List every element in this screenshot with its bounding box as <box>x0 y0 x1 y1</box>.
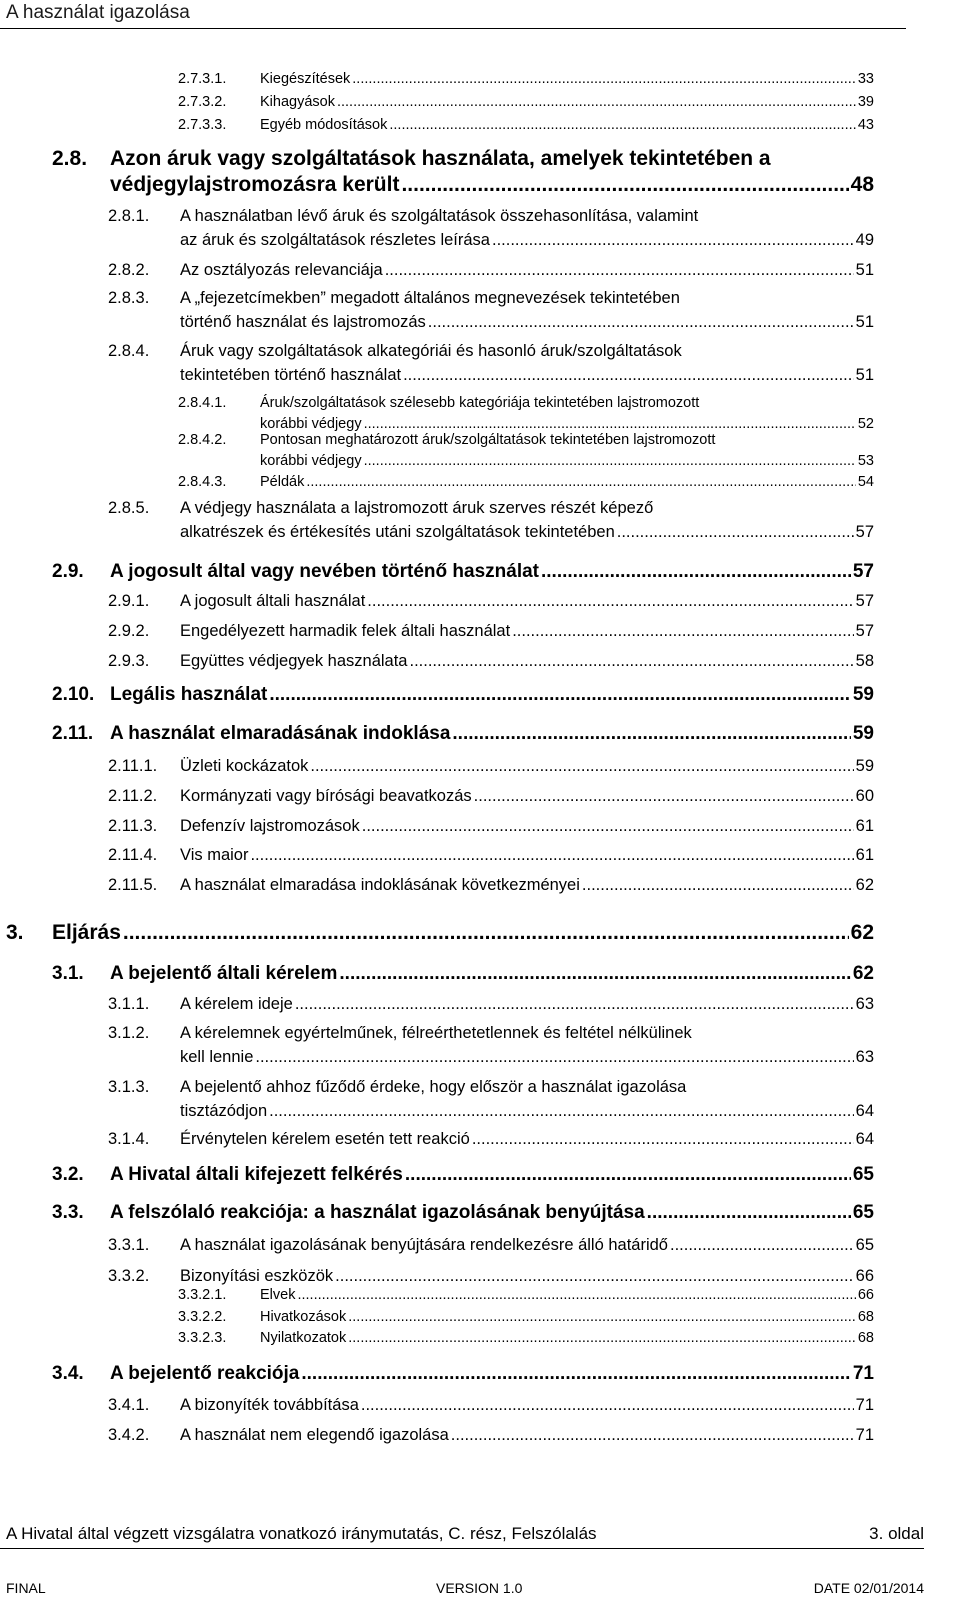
toc-entry-number: 2.8.4.3. <box>178 474 227 490</box>
toc-entry-number: 2.8.4. <box>108 342 150 360</box>
toc-entry-title: A bejelentő ahhoz fűződő érdeke, hogy először a használat igazolása <box>180 1078 687 1096</box>
dot-leader <box>405 1163 851 1187</box>
toc-entry-title: A „fejezetcímekben” megadott általános megnevezések tekintetében <box>180 289 680 307</box>
toc-entry-page: 65 <box>855 1236 874 1254</box>
toc-entry-number: 3.1.2. <box>108 1024 150 1042</box>
toc-entry-title: Bizonyítási eszközök <box>180 1267 334 1285</box>
toc-entry-title: Engedélyezett harmadik felek általi használat <box>180 622 511 640</box>
toc-entry-title: A bejelentő általi kérelem <box>110 963 338 984</box>
toc-entry-page: 51 <box>855 365 874 384</box>
toc-entry-title-continued: történő használat és lajstromozás <box>180 312 426 331</box>
dot-leader <box>255 1046 853 1070</box>
toc-entry-number: 3.1.4. <box>108 1130 150 1148</box>
toc-entry-title: Áruk/szolgáltatások szélesebb kategóriája tekintetében lajstromozott <box>260 395 700 411</box>
toc-entry-page: 63 <box>855 995 874 1013</box>
footer-status: FINAL <box>6 1580 46 1596</box>
toc-entry-page: 33 <box>857 71 874 87</box>
toc-entry-number: 2.8. <box>52 147 88 170</box>
toc-entry-title-continued: az áruk és szolgáltatások részletes leírása <box>180 230 490 249</box>
toc-entry-page: 57 <box>855 622 874 640</box>
toc-entry-number: 3.4. <box>52 1363 84 1384</box>
toc-entry-number: 2.11.5. <box>108 876 158 894</box>
dot-leader <box>250 844 853 868</box>
toc-entry-page: 51 <box>855 312 874 331</box>
toc-entry-title: A használat elmaradásának indoklása <box>110 723 451 744</box>
toc-entry-page: 71 <box>855 1426 874 1444</box>
footer-page-number: 3. oldal <box>869 1524 924 1543</box>
dot-leader <box>389 115 856 136</box>
footer-version: VERSION 1.0 <box>436 1580 523 1596</box>
toc-entry-number: 2.11.4. <box>108 846 158 864</box>
toc-entry-title: Azon áruk vagy szolgáltatások használata, amelyek tekintetében a <box>110 147 771 170</box>
dot-leader <box>617 521 854 545</box>
toc-entry-number: 3.3.2. <box>108 1267 150 1285</box>
toc-entry-page: 61 <box>855 846 874 864</box>
toc-entry-number: 3.4.1. <box>108 1396 150 1414</box>
dot-leader <box>362 815 854 839</box>
dot-leader <box>306 472 856 493</box>
toc-entry-title: Nyilatkozatok <box>260 1330 347 1346</box>
toc-entry-title: Érvénytelen kérelem esetén tett reakció <box>180 1130 470 1148</box>
toc-entry-title: A jogosult által vagy nevében történő használat <box>110 561 539 582</box>
toc-entry-number: 2.9. <box>52 561 84 582</box>
toc-entry-number: 2.8.1. <box>108 207 150 225</box>
toc-entry-page: 60 <box>855 787 874 805</box>
toc-entry-title-continued: alkatrészek és értékesítés utáni szolgáltatások tekintetében <box>180 522 615 541</box>
toc-entry-title: A bejelentő reakciója <box>110 1363 300 1384</box>
toc-entry-number: 2.10. <box>52 684 95 705</box>
dot-leader <box>352 69 856 90</box>
toc-entry-title-continued: tekintetében történő használat <box>180 365 402 384</box>
toc-entry-page: 62 <box>855 876 874 894</box>
toc-entry-title: Együttes védjegyek használata <box>180 652 408 670</box>
toc-entry-page: 71 <box>855 1396 874 1414</box>
dot-leader <box>339 962 850 986</box>
dot-leader <box>472 1128 854 1152</box>
toc-entry-number: 2.8.4.2. <box>178 432 227 448</box>
dot-leader <box>297 1285 855 1306</box>
toc-entry-number: 2.9.3. <box>108 652 150 670</box>
toc-entry-number: 2.11. <box>52 723 94 744</box>
dot-leader <box>361 1394 854 1418</box>
toc-entry-title-continued: korábbi védjegy <box>260 415 362 432</box>
dot-leader <box>269 1100 854 1124</box>
dot-leader <box>512 620 853 644</box>
toc-entry-page: 39 <box>857 94 874 110</box>
toc-entry-page: 52 <box>857 415 874 432</box>
toc-entry-title: Elvek <box>260 1287 296 1303</box>
toc-entry-page: 64 <box>855 1130 874 1148</box>
toc-entry-page: 65 <box>852 1202 874 1223</box>
toc-entry-number: 3. <box>6 921 24 944</box>
dot-leader <box>401 172 848 198</box>
toc-entry-title: Pontosan meghatározott áruk/szolgáltatások tekintetében lajstromozott <box>260 432 716 448</box>
toc-entry-page: 57 <box>852 561 874 582</box>
toc-entry-page: 54 <box>857 474 874 490</box>
toc-entry-number: 3.2. <box>52 1164 84 1185</box>
toc-entry-number: 2.7.3.2. <box>178 94 227 110</box>
toc-entry-page: 61 <box>855 817 874 835</box>
toc-entry-number: 2.9.2. <box>108 622 150 640</box>
toc-entry-title: Defenzív lajstromozások <box>180 817 360 835</box>
toc-entry-page: 59 <box>852 723 874 744</box>
dot-leader <box>452 722 850 746</box>
toc-entry-page: 51 <box>855 261 874 279</box>
toc-entry-page: 66 <box>855 1267 874 1285</box>
toc-entry-page: 59 <box>852 684 874 705</box>
toc-entry-number: 3.3.2.1. <box>178 1287 227 1303</box>
toc-entry-title: A kérelem ideje <box>180 995 293 1013</box>
toc-entry-number: 2.8.2. <box>108 261 150 279</box>
dot-leader <box>582 874 854 898</box>
toc-entry-page: 63 <box>855 1047 874 1066</box>
toc-entry-number: 3.1.3. <box>108 1078 150 1096</box>
toc-entry-page: 57 <box>855 592 874 610</box>
toc-entry-title: Hivatkozások <box>260 1309 347 1325</box>
toc-entry-page: 57 <box>855 522 874 541</box>
toc-entry-number: 2.11.3. <box>108 817 158 835</box>
toc-entry-page: 59 <box>855 757 874 775</box>
toc-entry-page: 53 <box>857 452 874 469</box>
toc-entry-title: Egyéb módosítások <box>260 117 388 133</box>
toc-entry-title-continued: korábbi védjegy <box>260 452 362 469</box>
dot-leader <box>301 1362 850 1386</box>
toc-entry-number: 2.8.5. <box>108 499 150 517</box>
footer-divider <box>0 1548 924 1549</box>
dot-leader <box>295 993 854 1017</box>
toc-entry-page: 48 <box>850 173 874 196</box>
toc-entry-number: 2.11.1. <box>108 757 158 775</box>
toc-entry-page: 68 <box>857 1330 874 1346</box>
toc-entry-title: A használat igazolásának benyújtására rendelkezésre álló határidő <box>180 1236 668 1254</box>
dot-leader <box>385 259 854 283</box>
dot-leader <box>348 1328 856 1349</box>
toc-entry-number: 3.4.2. <box>108 1426 150 1444</box>
toc-entry-number: 2.11.2. <box>108 787 158 805</box>
toc-entry-title: Kormányzati vagy bírósági beavatkozás <box>180 787 472 805</box>
toc-entry-number: 2.8.3. <box>108 289 150 307</box>
dot-leader <box>474 785 854 809</box>
toc-entry-page: 43 <box>857 117 874 133</box>
toc-entry-number: 3.1. <box>52 963 84 984</box>
dot-leader <box>403 364 854 388</box>
dot-leader <box>492 229 854 253</box>
toc-entry-title: Az osztályozás relevanciája <box>180 261 383 279</box>
toc-entry-title: A használatban lévő áruk és szolgáltatások összehasonlítása, valamint <box>180 207 699 225</box>
toc-entry-title: A használat elmaradása indoklásának következményei <box>180 876 580 894</box>
dot-leader <box>364 451 856 472</box>
dot-leader <box>367 590 853 614</box>
toc-entry-title-continued: tisztázódjon <box>180 1101 268 1120</box>
toc-entry-title: A felszólaló reakciója: a használat igazolásának benyújtása <box>110 1202 645 1223</box>
dot-leader <box>123 920 849 946</box>
toc-entry-number: 3.3.2.2. <box>178 1309 227 1325</box>
toc-entry-title: Vis maior <box>180 846 249 864</box>
toc-entry-page: 62 <box>852 963 874 984</box>
toc-entry-page: 66 <box>857 1287 874 1303</box>
toc-entry-title-continued: kell lennie <box>180 1047 254 1066</box>
toc-entry-page: 64 <box>855 1101 874 1120</box>
toc-entry-page: 68 <box>857 1309 874 1325</box>
toc-entry-page: 62 <box>850 921 874 944</box>
toc-entry-title: A használat nem elegendő igazolása <box>180 1426 449 1444</box>
dot-leader <box>670 1234 854 1258</box>
toc-entry-title: A bizonyíték továbbítása <box>180 1396 359 1414</box>
dot-leader <box>428 311 854 335</box>
toc-entry-number: 3.1.1. <box>108 995 150 1013</box>
dot-leader <box>348 1307 856 1328</box>
toc-entry-number: 2.7.3.1. <box>178 71 227 87</box>
toc-entry-number: 3.3.1. <box>108 1236 150 1254</box>
toc-entry-title: Kiegészítések <box>260 71 351 87</box>
toc-entry-title: Példák <box>260 474 305 490</box>
toc-entry-title: Eljárás <box>52 921 121 944</box>
toc-entry-page: 49 <box>855 230 874 249</box>
toc-entry-number: 2.9.1. <box>108 592 150 610</box>
toc-entry-number: 2.8.4.1. <box>178 395 227 411</box>
toc-entry-number: 3.3.2.3. <box>178 1330 227 1346</box>
toc-entry-title: Kihagyások <box>260 94 335 110</box>
toc-entry-title: Áruk vagy szolgáltatások alkategóriái és hasonló áruk/szolgáltatások <box>180 342 682 360</box>
footer-document-name: A Hivatal által végzett vizsgálatra vonatkozó iránymutatás, C. rész, Felszólalás <box>6 1524 597 1543</box>
toc-entry-title-continued: védjegylajstromozásra került <box>110 173 400 196</box>
toc-entry-page: 71 <box>852 1363 874 1384</box>
dot-leader <box>337 92 856 113</box>
dot-leader <box>647 1201 851 1225</box>
toc-entry-number: 3.3. <box>52 1202 84 1223</box>
document-title: A használat igazolása <box>6 2 190 23</box>
toc-entry-title: Üzleti kockázatok <box>180 757 309 775</box>
footer-date: DATE 02/01/2014 <box>813 1580 924 1596</box>
toc-entry-title: A kérelemnek egyértelműnek, félreérthetetlennek és feltétel nélkülinek <box>180 1024 692 1042</box>
toc-entry-page: 58 <box>855 652 874 670</box>
dot-leader <box>409 650 853 674</box>
toc-entry-title: A jogosult általi használat <box>180 592 366 610</box>
dot-leader <box>310 755 853 779</box>
toc-entry-page: 65 <box>852 1164 874 1185</box>
dot-leader <box>451 1424 854 1448</box>
dot-leader <box>269 683 851 707</box>
dot-leader <box>541 560 851 584</box>
toc-entry-title: A védjegy használata a lajstromozott áruk szerves részét képező <box>180 499 654 517</box>
toc-entry-number: 2.7.3.3. <box>178 117 227 133</box>
toc-entry-title: Legális használat <box>110 684 268 705</box>
toc-entry-title: A Hivatal általi kifejezett felkérés <box>110 1164 403 1185</box>
